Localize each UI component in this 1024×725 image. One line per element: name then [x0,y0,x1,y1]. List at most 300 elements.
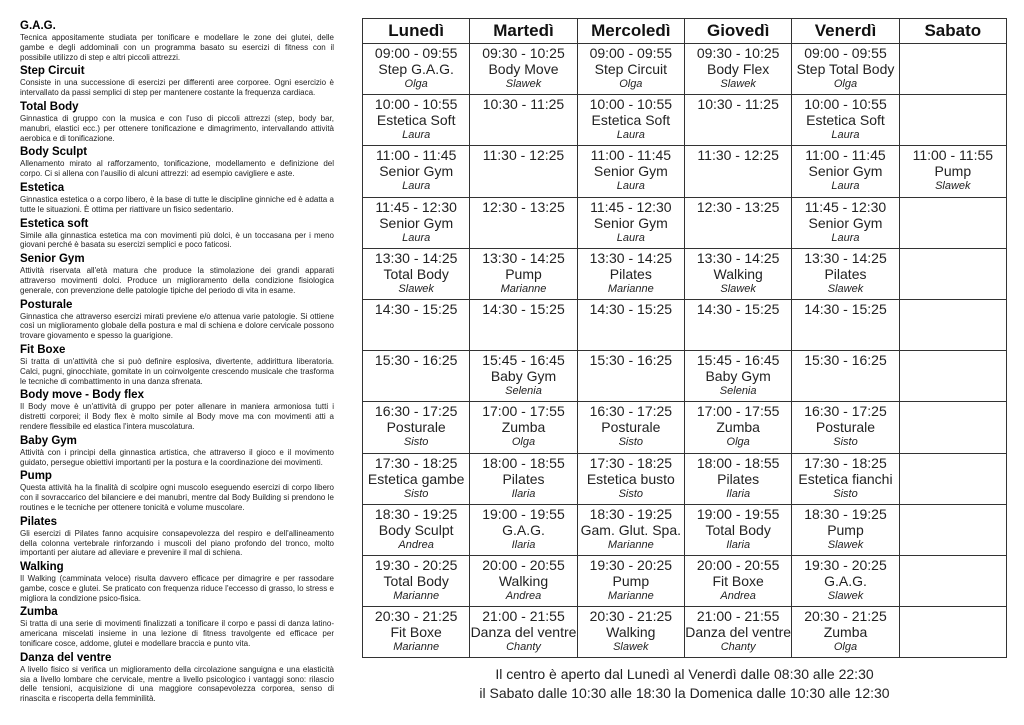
slot-instructor: Laura [831,231,860,244]
slot-time: 11:30 - 12:25 [697,147,779,164]
slot-time: 09:30 - 10:25 [696,45,780,61]
schedule-row [363,607,1007,658]
slot-class: Danza del ventre [685,624,792,641]
class-text: A livello fisico si verifica un miglioramento della circolazione sanguigna e una elasticità sia a livello lombare che cervicale, mentre a livello psicologico i vantaggi sono: rilascio delle tensioni, acquisizione di una maggiore consapevolezza corporea, senso di rinascita e riscoperta della femminilità. [20,664,334,704]
slot-time: 20:30 - 21:25 [589,608,673,625]
slot-time: 14:30 - 15:25 [589,300,673,317]
slot-instructor: Olga [404,78,428,90]
slot-time: 18:30 - 19:25 [804,505,887,522]
slot-class: G.A.G. [824,572,867,589]
class-text: Attività riservata all'età matura che produce la stimolazione dei grandi apparati attraverso movimenti dolci. Produce un miglioramento della condizione fisiologica generale, con prevenzione delle patologie tipiche del periodo di vita in esame. [20,266,334,295]
slot-time: 10:00 - 10:55 [589,96,673,113]
slot-time: 11:00 - 11:55 [912,147,994,164]
schedule-row [363,197,1007,248]
slot-time: 17:30 - 18:25 [374,454,458,471]
slot-time: 13:30 - 14:25 [482,249,565,266]
slot-class: Pilates [717,470,760,487]
slot-class: Estetica gambe [367,470,465,487]
schedule-cell [363,402,470,453]
schedule-cell [899,44,1006,95]
slot-instructor: Laura [831,180,860,193]
class-description [20,561,334,603]
slot-time: 09:30 - 10:25 [482,45,565,61]
schedule-cell [899,299,1006,350]
slot-class: Walking [713,265,763,282]
slot-instructor: Laura [616,231,645,244]
slot-class: Estetica Soft [591,112,671,129]
slot-time: 21:00 - 21:55 [482,608,565,625]
schedule-cell [577,248,684,299]
slot-time: 16:30 - 17:25 [804,403,887,420]
schedule-cell [899,95,1006,146]
slot-time: 19:30 - 20:25 [804,556,887,573]
slot-time: 15:45 - 16:45 [696,352,780,369]
slot-instructor: Slawek [398,282,434,295]
slot-class: Total Body [383,572,449,589]
schedule-cell [792,95,899,146]
class-text: Allenamento mirato al rafforzamento, tonificazione, modellamento e definizione del corpo. Ci si allena con l'ausilio di alcuni attrezzi: ad esempio cavigliere e aste. [20,159,334,179]
slot-class: Walking [498,572,549,589]
schedule-cell [470,146,577,197]
slot-class: Step Total Body [796,61,895,77]
class-description [20,344,334,386]
slot-time: 10:00 - 10:55 [804,96,887,113]
slot-class: Fit Boxe [390,624,442,641]
slot-time: 21:00 - 21:55 [696,608,780,625]
class-description [20,20,334,62]
opening-hours-weekdays: Il centro è aperto dal Lunedì al Venerdì dalle 08:30 alle 22:30 [495,666,874,682]
day-header-row [363,19,1007,44]
schedule-cell [792,299,899,350]
schedule-cell [684,197,791,248]
slot-instructor: Laura [402,231,431,244]
slot-instructor: Selenia [505,385,542,398]
schedule-cell [470,299,577,350]
class-text: Ginnastica che attraverso esercizi mirati previene e/o attenua varie patologie. Si ottiene così un miglioramento globale della postura e mal di schiena e dolore cervicale possono trovare giovamento e spesso la guarigione. [20,311,334,341]
schedule-cell [577,351,684,402]
schedule-cell [577,299,684,350]
slot-time: 17:00 - 17:55 [696,403,780,420]
slot-class: Posturale [386,419,446,436]
opening-hours-weekend: il Sabato dalle 10:30 alle 18:30 la Domenica dalle 10:30 alle 12:30 [479,685,890,701]
class-title: Pump [20,470,52,483]
schedule-cell [577,95,684,146]
slot-instructor: Olga [833,641,858,654]
slot-time: 12:30 - 13:25 [696,198,780,215]
slot-time: 13:30 - 14:25 [374,249,458,266]
schedule-row [363,555,1007,606]
class-text: Ginnastica di gruppo con la musica e con l'uso di piccoli attrezzi (step, body bar, manubri, elastici ecc.) per ottenere tonificazione e dimagrimento, intervallando attività aerobica e di tonificazione. [20,113,334,143]
slot-instructor: Marianne [393,589,440,602]
class-title: G.A.G. [20,20,56,32]
slot-time: 20:30 - 21:25 [374,608,458,625]
slot-class: Estetica Soft [806,112,885,129]
schedule-cell [684,44,791,95]
schedule-cell [470,197,577,248]
class-text: Simile alla ginnastica estetica ma con movimenti più dolci, è un toccasana per i meno giovani perché è basata su esercizi semplici e poco faticosi. [20,230,334,250]
schedule-cell [684,248,791,299]
slot-time: 19:00 - 19:55 [696,505,780,522]
slot-class: Posturale [601,419,661,436]
schedule-cell [363,146,470,197]
schedule-cell [899,555,1006,606]
slot-class: Total Body [383,265,449,282]
schedule-cell [470,555,577,606]
slot-class: Senior Gym [379,214,454,231]
slot-instructor: Marianne [607,538,654,551]
slot-instructor: Ilaria [726,487,751,500]
slot-instructor: Sisto [618,487,644,500]
class-text: Gli esercizi di Pilates fanno acquisire consapevolezza del respiro e dell'allineamento della colonna vertebrale rinforzando i muscoli del piano profondo del tronco, molto importanti per aiutare ad alleviare e prevenire il mal di schiena. [20,528,334,558]
slot-instructor: Sisto [403,436,429,449]
class-title: Estetica [20,181,65,194]
class-text: Il Body move è un'attività di gruppo per poter allenare in maniera armoniosa tutti i distretti corporei; il Body flex è molto simile al Body move ma con movimenti atti a rendere flessibile ed elastica l'intera muscolatura. [20,402,334,431]
slot-instructor: Sisto [833,487,858,500]
slot-time: 18:00 - 18:55 [696,454,780,471]
schedule-cell [899,248,1006,299]
slot-instructor: Slawek [827,538,864,551]
slot-time: 17:00 - 17:55 [482,403,565,420]
schedule-cell [470,453,577,504]
slot-time: 14:30 - 15:25 [696,300,780,317]
slot-instructor: Sisto [403,487,429,500]
slot-time: 15:30 - 16:25 [804,352,887,369]
schedule-cell [577,44,684,95]
schedule-cell [363,44,470,95]
day-header: Giovedì [684,19,791,44]
slot-class: Senior Gym [808,214,883,231]
slot-class: Pump [612,572,650,589]
schedule-cell [899,146,1006,197]
slot-instructor: Ilaria [511,487,536,500]
class-text: Si tratta di un'attività che si può definire esplosiva, divertente, addirittura liberatoria. Calci, pugni, ginocchiate, gomitate in un coinvolgente crescendo musicale che trasforma le tecniche di combattimento in una danza sfrenata. [20,356,334,386]
class-text: Il Walking (camminata veloce) risulta davvero efficace per dimagrire e per rassodare gambe, cosce e glutei. Se praticato con frequenza riduce l'eccesso di grasso, lo stress e migliora la condizione psico-fisica. [20,574,334,603]
slot-instructor: Selenia [719,385,757,398]
schedule-cell [577,146,684,197]
schedule-row [363,402,1007,453]
schedule-row [363,453,1007,504]
slot-instructor: Olga [619,78,643,90]
slot-instructor: Slawek [827,282,864,295]
schedule-cell [899,351,1006,402]
slot-class: Senior Gym [593,163,668,180]
slot-instructor: Olga [511,436,536,449]
class-title: Senior Gym [20,253,85,266]
schedule-cell [684,504,791,555]
slot-time: 13:30 - 14:25 [696,249,780,266]
schedule-cell [684,453,791,504]
slot-class: Pump [505,265,542,282]
schedule-cell [792,248,899,299]
slot-time: 19:30 - 20:25 [374,556,458,573]
slot-instructor: Marianne [607,282,654,295]
slot-time: 11:00 - 11:45 [805,147,886,164]
class-description [20,65,334,98]
slot-time: 20:00 - 20:55 [696,556,780,573]
class-description [20,435,334,468]
slot-time: 11:30 - 12:25 [482,147,565,164]
slot-time: 11:00 - 11:45 [590,147,672,164]
slot-class: Total Body [705,521,771,538]
slot-time: 15:30 - 16:25 [589,352,673,369]
class-description [20,299,334,341]
schedule-row [363,248,1007,299]
schedule-cell [792,351,899,402]
slot-class: Posturale [815,419,876,436]
slot-instructor: Ilaria [511,538,536,551]
slot-time: 13:30 - 14:25 [589,249,673,266]
slot-time: 16:30 - 17:25 [589,403,673,420]
slot-time: 14:30 - 15:25 [374,300,458,317]
schedule-row [363,146,1007,197]
slot-class: Fit Boxe [712,572,764,589]
slot-class: Senior Gym [593,214,668,231]
schedule-cell [792,146,899,197]
slot-instructor: Slawek [505,78,542,90]
slot-time: 12:30 - 13:25 [482,198,565,215]
slot-time: 18:30 - 19:25 [589,505,673,522]
slot-class: Gam. Glut. Spa. [580,521,681,538]
slot-class: Walking [606,624,656,641]
schedule-row [363,95,1007,146]
slot-instructor: Laura [616,180,645,193]
schedule-cell [899,607,1006,658]
schedule-cell [577,607,684,658]
schedule-cell [577,504,684,555]
schedule-cell [577,555,684,606]
slot-time: 20:30 - 21:25 [804,608,887,625]
schedule-row [363,351,1007,402]
schedule-cell [470,95,577,146]
slot-class: Pump [827,521,864,538]
slot-instructor: Chanty [720,641,756,654]
slot-time: 09:00 - 09:55 [589,45,673,61]
schedule-table [362,18,1007,658]
class-title: Baby Gym [20,434,77,447]
schedule-cell [899,504,1006,555]
slot-instructor: Andrea [720,589,756,602]
slot-time: 11:45 - 12:30 [804,198,887,215]
slot-instructor: Slawek [720,78,756,90]
slot-class: Danza del ventre [470,624,577,641]
slot-instructor: Slawek [827,589,864,602]
class-description [20,652,334,704]
schedule-cell [470,44,577,95]
slot-instructor: Laura [402,180,431,193]
slot-class: Estetica Soft [376,112,456,129]
slot-time: 11:45 - 12:30 [590,198,672,215]
opening-hours [362,665,1007,703]
class-title: Walking [20,561,64,574]
slot-class: Estetica busto [586,470,675,487]
schedule-cell [684,95,791,146]
slot-class: Body Sculpt [378,521,454,538]
schedule-cell [363,504,470,555]
slot-time: 14:30 - 15:25 [482,300,565,317]
slot-time: 13:30 - 14:25 [804,249,887,266]
schedule-cell [577,453,684,504]
slot-class: Zumba [823,624,868,641]
slot-instructor: Sisto [618,436,644,449]
slot-time: 19:00 - 19:55 [482,505,565,522]
class-title: Posturale [20,298,73,311]
class-title: Fit Boxe [20,343,66,356]
slot-instructor: Olga [833,78,858,90]
day-header: Lunedì [363,19,470,44]
class-title: Pilates [20,515,58,528]
schedule-cell [684,555,791,606]
class-description [20,606,334,648]
class-text: Consiste in una successione di esercizi per differenti aree corporee. Ogni esercizio è intervallato da passi semplici di step per mantenere costante la frequenza cardiaca. [20,78,334,98]
slot-class: Pilates [502,470,545,487]
class-descriptions [20,20,334,707]
slot-instructor: Sisto [833,436,858,449]
slot-class: Estetica fianchi [798,470,893,487]
slot-instructor: Olga [726,436,750,449]
schedule-cell [684,299,791,350]
slot-instructor: Slawek [720,282,756,295]
slot-instructor: Slawek [935,180,971,193]
class-title: Zumba [20,606,58,619]
slot-class: Zumba [501,419,546,436]
class-title: Body move - Body flex [20,389,144,402]
slot-instructor: Slawek [613,641,649,654]
slot-time: 11:45 - 12:30 [375,198,457,215]
slot-instructor: Andrea [505,589,542,602]
class-description [20,516,334,558]
schedule-cell [363,351,470,402]
slot-class: Body Flex [707,61,770,77]
schedule-cell [363,248,470,299]
slot-time: 10:30 - 11:25 [697,96,779,113]
slot-time: 16:30 - 17:25 [374,403,458,420]
class-text: Ginnastica estetica o a corpo libero, è la base di tutte le discipline ginniche ed è adatta a tutte le situazioni. È ottima per riattivare un fisico sedentario. [20,194,334,214]
slot-class: Step Circuit [594,61,667,77]
schedule-row [363,299,1007,350]
schedule-body [363,44,1007,658]
class-description [20,389,334,431]
slot-instructor: Laura [402,129,431,142]
slot-time: 10:30 - 11:25 [482,96,565,113]
day-header: Sabato [899,19,1006,44]
schedule-cell [470,248,577,299]
class-description [20,470,334,512]
schedule-row [363,504,1007,555]
slot-time: 18:30 - 19:25 [374,505,458,522]
schedule-cell [363,95,470,146]
schedule-cell [792,607,899,658]
slot-time: 15:45 - 16:45 [482,352,565,369]
slot-class: Senior Gym [808,163,883,180]
slot-class: Senior Gym [379,163,454,180]
slot-instructor: Marianne [393,641,440,654]
schedule-cell [684,146,791,197]
schedule-cell [899,402,1006,453]
schedule-cell [577,197,684,248]
schedule-cell [684,402,791,453]
class-title: Estetica soft [20,217,89,230]
slot-time: 17:30 - 18:25 [804,454,887,471]
slot-class: Baby Gym [705,368,771,385]
class-title: Total Body [20,100,79,113]
class-title: Danza del ventre [20,651,112,664]
schedule-cell [470,504,577,555]
schedule-cell [470,607,577,658]
slot-class: Zumba [716,419,760,436]
slot-time: 09:00 - 09:55 [374,45,458,61]
schedule-cell [363,555,470,606]
slot-time: 18:00 - 18:55 [482,454,565,471]
schedule-cell [792,44,899,95]
day-header: Martedì [470,19,577,44]
slot-class: Step G.A.G. [378,61,454,77]
slot-time: 15:30 - 16:25 [374,352,458,369]
schedule-cell [792,504,899,555]
slot-instructor: Laura [831,129,860,142]
slot-class: Pilates [609,265,652,282]
class-description [20,253,334,295]
slot-instructor: Marianne [500,282,547,295]
slot-class: G.A.G. [502,521,545,538]
schedule-cell [684,351,791,402]
schedule-cell [792,555,899,606]
slot-time: 17:30 - 18:25 [589,454,673,471]
slot-class: Pump [934,163,972,180]
schedule-cell [792,453,899,504]
class-description [20,101,334,143]
slot-time: 14:30 - 15:25 [804,300,887,317]
schedule-row [363,44,1007,95]
class-text: Questa attività ha la finalità di scolpire ogni muscolo eseguendo esercizi di corpo libero con il sovraccarico del bilanciere e dei manubri, mentre dal Body Building si prendono le routines e le tecniche per ottenere tonicità e volume muscolare. [20,483,334,512]
slot-instructor: Chanty [506,641,541,654]
slot-time: 20:00 - 20:55 [482,556,565,573]
class-description [20,146,334,179]
schedule-cell [899,197,1006,248]
schedule-cell [470,351,577,402]
slot-instructor: Marianne [607,589,654,602]
schedule-cell [363,453,470,504]
class-description [20,218,334,251]
schedule-cell [684,607,791,658]
class-title: Step Circuit [20,65,85,78]
day-header: Mercoledì [577,19,684,44]
schedule-cell [792,402,899,453]
slot-class: Baby Gym [490,368,557,385]
slot-instructor: Laura [616,129,645,142]
schedule-cell [792,197,899,248]
slot-time: 11:00 - 11:45 [375,147,457,164]
schedule-cell [363,197,470,248]
class-text: Attività con i principi della ginnastica artistica, che attraverso il gioco e il movimento guidato, persegue obiettivi importanti per la postura e la coordinazione dei movimenti. [20,447,334,467]
class-text: Tecnica appositamente studiata per tonificare e modellare le zone dei glutei, delle gambe e degli addominali con un programma basato su esercizi di fitness con il possibile utilizzo di step e altri piccoli attrezzi. [20,33,334,62]
slot-instructor: Ilaria [726,538,751,551]
slot-class: Body Move [488,61,559,77]
class-title: Body Sculpt [20,146,88,159]
slot-time: 19:30 - 20:25 [589,556,673,573]
day-header: Venerdì [792,19,899,44]
slot-time: 09:00 - 09:55 [804,45,887,61]
class-text: Si tratta di una serie di movimenti finalizzati a tonificare il corpo e passi di danza latino-americana miscelati insieme in una lezione di fitness travolgente ed efficace per tonificare cosce, addome, glutei e modellare braccia e punto vita. [20,619,334,649]
class-description [20,182,334,215]
schedule-cell [470,402,577,453]
slot-class: Pilates [824,265,867,282]
schedule-cell [363,299,470,350]
slot-instructor: Andrea [398,538,434,551]
slot-time: 10:00 - 10:55 [374,96,458,113]
schedule-cell [363,607,470,658]
schedule-cell [899,453,1006,504]
schedule-cell [577,402,684,453]
